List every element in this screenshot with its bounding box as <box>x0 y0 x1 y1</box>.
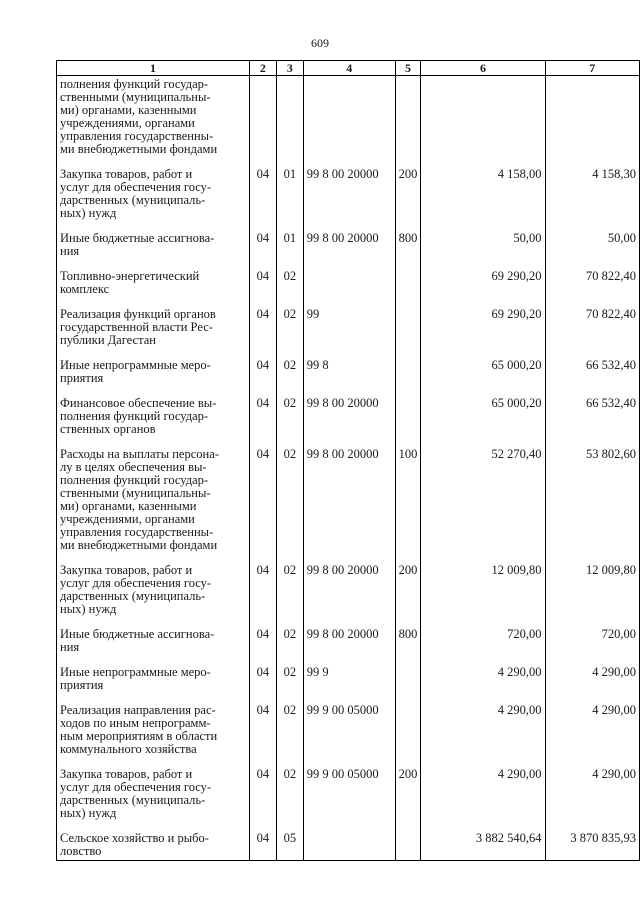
amount-col7 <box>545 232 639 270</box>
amount-col6 <box>421 232 545 270</box>
amount-col7 <box>545 397 639 448</box>
column-header: 7 <box>545 61 639 76</box>
table-row <box>57 832 640 861</box>
amount-col6 <box>421 704 545 768</box>
row-name-text: Реализация направления рас- ходов по иным непрограмм- ным мероприятиям в области коммунального хозяйства <box>60 703 218 756</box>
expense-type-code <box>395 628 421 666</box>
table-row <box>57 666 640 704</box>
section-code <box>249 768 276 832</box>
subsection-code <box>276 564 303 628</box>
section-code <box>249 564 276 628</box>
subsection-code <box>276 168 303 232</box>
subsection-code-text: 02 <box>283 396 297 410</box>
section-code <box>249 359 276 397</box>
table-row <box>57 564 640 628</box>
amount-col7-text: 3 870 835,93 <box>570 831 636 845</box>
amount-col6 <box>421 564 545 628</box>
target-article-code <box>303 628 395 666</box>
target-article-code <box>303 308 395 359</box>
section-code <box>249 76 276 169</box>
subsection-code-text: 02 <box>283 665 297 679</box>
section-code <box>249 448 276 564</box>
column-header: 2 <box>249 61 276 76</box>
amount-col7-text: 12 009,80 <box>586 563 636 577</box>
amount-col6 <box>421 397 545 448</box>
subsection-code-text: 02 <box>283 703 297 717</box>
row-name <box>57 270 250 308</box>
section-code <box>249 168 276 232</box>
amount-col7-text: 4 290,00 <box>592 665 636 679</box>
section-code <box>249 397 276 448</box>
table-row <box>57 270 640 308</box>
target-article-code-text: 99 <box>306 307 320 321</box>
table-row <box>57 768 640 832</box>
row-name <box>57 564 250 628</box>
subsection-code <box>276 232 303 270</box>
subsection-code-text: 01 <box>283 167 297 181</box>
subsection-code-text: 02 <box>283 307 297 321</box>
table-row <box>57 232 640 270</box>
amount-col7 <box>545 308 639 359</box>
table-row <box>57 308 640 359</box>
section-code <box>249 666 276 704</box>
section-code <box>249 308 276 359</box>
amount-col6 <box>421 666 545 704</box>
amount-col7 <box>545 564 639 628</box>
section-code-text: 04 <box>256 447 270 461</box>
row-name-text: Закупка товаров, работ и услуг для обеспечения госу- дарственных (муниципаль- ных) нужд <box>60 563 212 616</box>
subsection-code-text: 02 <box>283 447 297 461</box>
page-number: 609 <box>311 36 329 50</box>
expense-type-code <box>395 168 421 232</box>
expense-type-code-text: 100 <box>398 447 418 461</box>
expense-type-code-text: 800 <box>398 627 418 641</box>
subsection-code-text: 02 <box>283 269 297 283</box>
row-name <box>57 232 250 270</box>
target-article-code <box>303 768 395 832</box>
amount-col6 <box>421 76 545 169</box>
amount-col7 <box>545 448 639 564</box>
amount-col7 <box>545 666 639 704</box>
amount-col7-text: 720,00 <box>601 627 636 641</box>
row-name <box>57 768 250 832</box>
section-code-text: 04 <box>256 767 270 781</box>
subsection-code <box>276 666 303 704</box>
subsection-code-text: 02 <box>283 358 297 372</box>
amount-col6-text: 4 158,00 <box>497 167 542 181</box>
column-header: 6 <box>421 61 545 76</box>
subsection-code <box>276 448 303 564</box>
target-article-code <box>303 270 395 308</box>
target-article-code <box>303 397 395 448</box>
subsection-code <box>276 359 303 397</box>
expense-type-code-text: 800 <box>398 231 418 245</box>
row-name-text: полнения функций государ- ственными (муниципальны- ми) органами, казенными учреждениями, органами управления государственны- ми внебюджетными фондами <box>60 77 218 156</box>
section-code <box>249 832 276 861</box>
amount-col6 <box>421 308 545 359</box>
section-code <box>249 704 276 768</box>
column-header: 3 <box>276 61 303 76</box>
expense-type-code <box>395 308 421 359</box>
expense-type-code <box>395 359 421 397</box>
expense-type-code <box>395 666 421 704</box>
row-name <box>57 308 250 359</box>
row-name <box>57 76 250 169</box>
row-name-text: Закупка товаров, работ и услуг для обеспечения госу- дарственных (муниципаль- ных) нужд <box>60 767 212 820</box>
target-article-code <box>303 666 395 704</box>
amount-col7-text: 4 290,00 <box>592 767 636 781</box>
subsection-code <box>276 704 303 768</box>
row-name-text: Топливно-энергетический комплекс <box>60 269 200 296</box>
subsection-code-text: 02 <box>283 767 297 781</box>
subsection-code <box>276 76 303 169</box>
table-row <box>57 397 640 448</box>
amount-col6-text: 3 882 540,64 <box>475 831 542 845</box>
row-name-text: Иные бюджетные ассигнова- ния <box>60 231 215 258</box>
header-row <box>57 61 640 76</box>
amount-col6-text: 65 000,20 <box>491 358 542 372</box>
target-article-code-text: 99 8 00 20000 <box>306 447 379 461</box>
row-name-text: Финансовое обеспечение вы- полнения функций государ- ственных органов <box>60 396 217 436</box>
table-row <box>57 628 640 666</box>
column-header: 5 <box>395 61 421 76</box>
row-name-text: Расходы на выплаты персона- лу в целях обеспечения вы- полнения функций государ- ственными (муниципальны- ми) органами, казенными учреждениями, органами управления государственны- ми внебюджетными фондами <box>60 447 219 552</box>
expense-type-code-text: 200 <box>398 563 418 577</box>
section-code-text: 04 <box>256 396 270 410</box>
amount-col7-text: 66 532,40 <box>586 358 636 372</box>
target-article-code <box>303 359 395 397</box>
expense-type-code <box>395 704 421 768</box>
amount-col7-text: 66 532,40 <box>586 396 636 410</box>
amount-col7-text: 4 290,00 <box>592 703 636 717</box>
target-article-code <box>303 564 395 628</box>
row-name <box>57 397 250 448</box>
subsection-code <box>276 308 303 359</box>
amount-col6-text: 69 290,20 <box>491 269 542 283</box>
section-code-text: 04 <box>256 563 270 577</box>
target-article-code-text: 99 8 00 20000 <box>306 627 379 641</box>
subsection-code-text: 01 <box>283 231 297 245</box>
amount-col6-text: 720,00 <box>507 627 542 641</box>
row-name <box>57 359 250 397</box>
table-row <box>57 168 640 232</box>
target-article-code-text: 99 8 00 20000 <box>306 563 379 577</box>
target-article-code-text: 99 8 00 20000 <box>306 396 379 410</box>
amount-col7-text: 70 822,40 <box>586 269 636 283</box>
amount-col6-text: 50,00 <box>513 231 542 245</box>
section-code <box>249 270 276 308</box>
subsection-code-text: 02 <box>283 563 297 577</box>
row-name <box>57 666 250 704</box>
table-row <box>57 448 640 564</box>
section-code-text: 04 <box>256 627 270 641</box>
table-row <box>57 704 640 768</box>
target-article-code <box>303 76 395 169</box>
target-article-code-text: 99 9 00 05000 <box>306 703 379 717</box>
section-code-text: 04 <box>256 665 270 679</box>
expense-type-code <box>395 232 421 270</box>
target-article-code <box>303 832 395 861</box>
expense-type-code <box>395 397 421 448</box>
target-article-code-text: 99 9 <box>306 665 329 679</box>
expense-type-code <box>395 270 421 308</box>
amount-col7-text: 50,00 <box>607 231 636 245</box>
target-article-code-text: 99 9 00 05000 <box>306 767 379 781</box>
amount-col7-text: 70 822,40 <box>586 307 636 321</box>
amount-col7 <box>545 168 639 232</box>
row-name-text: Иные бюджетные ассигнова- ния <box>60 627 215 654</box>
section-code-text: 04 <box>256 831 270 845</box>
subsection-code <box>276 832 303 861</box>
amount-col7-text: 53 802,60 <box>586 447 636 461</box>
target-article-code <box>303 168 395 232</box>
column-header: 4 <box>303 61 395 76</box>
amount-col7 <box>545 76 639 169</box>
row-name <box>57 168 250 232</box>
expense-type-code <box>395 448 421 564</box>
target-article-code-text: 99 8 00 20000 <box>306 167 379 181</box>
amount-col6-text: 4 290,00 <box>497 767 542 781</box>
amount-col6 <box>421 270 545 308</box>
target-article-code <box>303 704 395 768</box>
expense-type-code-text: 200 <box>398 767 418 781</box>
amount-col6-text: 4 290,00 <box>497 665 542 679</box>
amount-col6 <box>421 168 545 232</box>
amount-col6-text: 4 290,00 <box>497 703 542 717</box>
amount-col6 <box>421 359 545 397</box>
row-name-text: Реализация функций органов государственной власти Рес- публики Дагестан <box>60 307 216 347</box>
amount-col6-text: 69 290,20 <box>491 307 542 321</box>
section-code-text: 04 <box>256 703 270 717</box>
subsection-code-text: 02 <box>283 627 297 641</box>
expense-type-code <box>395 832 421 861</box>
table-row <box>57 359 640 397</box>
amount-col6 <box>421 832 545 861</box>
row-name-text: Иные непрограммные меро- приятия <box>60 358 211 385</box>
target-article-code <box>303 448 395 564</box>
row-name <box>57 832 250 861</box>
expense-type-code <box>395 76 421 169</box>
section-code-text: 04 <box>256 269 270 283</box>
section-code-text: 04 <box>256 231 270 245</box>
section-code-text: 04 <box>256 358 270 372</box>
subsection-code <box>276 397 303 448</box>
amount-col7 <box>545 768 639 832</box>
amount-col7 <box>545 270 639 308</box>
amount-col7 <box>545 628 639 666</box>
amount-col6 <box>421 448 545 564</box>
section-code <box>249 232 276 270</box>
column-header: 1 <box>57 61 250 76</box>
section-code <box>249 628 276 666</box>
row-name <box>57 704 250 768</box>
amount-col6-text: 12 009,80 <box>491 563 542 577</box>
target-article-code-text: 99 8 00 20000 <box>306 231 379 245</box>
target-article-code <box>303 232 395 270</box>
amount-col7-text: 4 158,30 <box>592 167 636 181</box>
amount-col6 <box>421 628 545 666</box>
row-name <box>57 628 250 666</box>
subsection-code <box>276 768 303 832</box>
section-code-text: 04 <box>256 167 270 181</box>
amount-col6-text: 65 000,20 <box>491 396 542 410</box>
subsection-code-text: 05 <box>283 831 297 845</box>
amount-col6 <box>421 768 545 832</box>
expense-type-code <box>395 768 421 832</box>
expense-type-code <box>395 564 421 628</box>
row-name-text: Закупка товаров, работ и услуг для обеспечения госу- дарственных (муниципаль- ных) нужд <box>60 167 212 220</box>
amount-col7 <box>545 704 639 768</box>
amount-col7 <box>545 832 639 861</box>
row-name-text: Иные непрограммные меро- приятия <box>60 665 211 692</box>
subsection-code <box>276 270 303 308</box>
expense-type-code-text: 200 <box>398 167 418 181</box>
table-row <box>57 76 640 169</box>
subsection-code <box>276 628 303 666</box>
section-code-text: 04 <box>256 307 270 321</box>
row-name <box>57 448 250 564</box>
amount-col7 <box>545 359 639 397</box>
row-name-text: Сельское хозяйство и рыбо- ловство <box>60 831 209 858</box>
amount-col6-text: 52 270,40 <box>491 447 542 461</box>
target-article-code-text: 99 8 <box>306 358 329 372</box>
budget-table <box>56 60 640 861</box>
